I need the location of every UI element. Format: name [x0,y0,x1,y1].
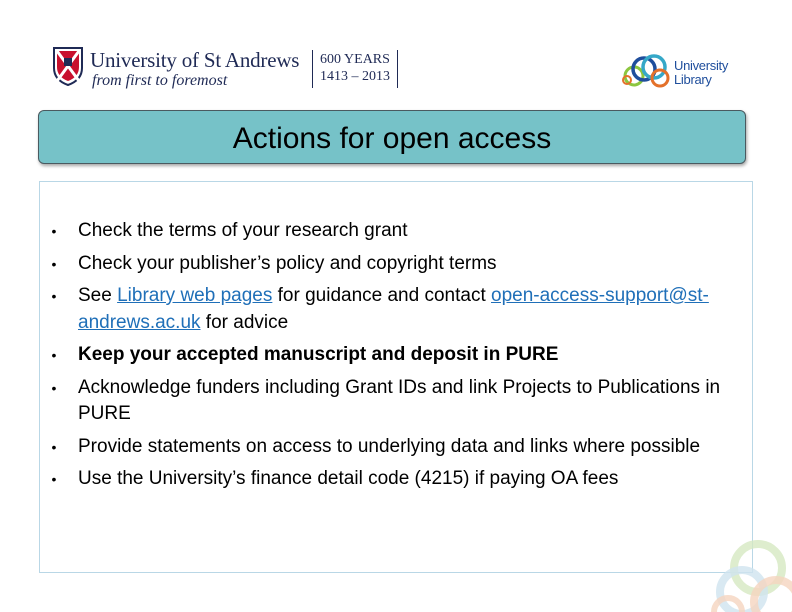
list-item [44,218,744,245]
library-web-pages-link[interactable]: Library web pages [117,285,273,306]
anniversary-dates: 1413 – 2013 [320,69,390,84]
bullet-icon: • [51,288,57,304]
page-title: Actions for open access [232,122,552,155]
library-logo-word-university: University [674,58,729,73]
title-banner [38,110,746,164]
bullet-icon: • [51,379,57,396]
list-item [44,251,744,278]
list-item [44,375,744,428]
list-item [44,466,744,493]
list-item-text-middle: for guidance and contact [272,285,492,306]
bullet-icon: • [51,223,57,239]
university-tagline: from first to foremost [92,72,228,89]
anniversary-years: 600 YEARS [320,52,390,67]
list-item [44,342,744,369]
anniversary-badge [312,50,398,88]
list-item [44,283,744,336]
bullet-icon: • [51,255,57,272]
list-item-text: Keep your accepted manuscript and deposit in PURE [78,344,559,365]
list-item-text-suffix: for advice [200,311,289,333]
list-item-text: Acknowledge funders including Grant IDs and link Projects to Publications in PURE [78,376,721,424]
university-name: University of St Andrews [90,48,300,72]
list-item-text-prefix: See [78,285,118,306]
university-crest-icon [52,46,84,86]
library-logo [622,52,742,92]
list-item [44,434,744,461]
decorative-rings-icon [698,520,792,612]
list-item-text: Check the terms of your research grant [78,220,408,241]
library-logo-word-library: Library [674,72,712,87]
bullet-icon: • [51,438,57,455]
open-access-email-link[interactable]: open-access-support@st-andrews.ac.uk [78,285,709,333]
list-item-text: Provide statements on access to underlying data and links where possible [78,435,701,457]
list-item-text: Use the University’s finance detail code (4215) if paying OA fees [78,468,619,489]
library-rings-icon [622,52,676,92]
bullet-icon: • [51,471,57,487]
list-item-text: Check your publisher’s policy and copyright terms [78,252,497,274]
bullet-icon: • [51,347,57,363]
university-logo [52,46,402,92]
content-panel [39,181,753,573]
action-list [44,218,744,499]
